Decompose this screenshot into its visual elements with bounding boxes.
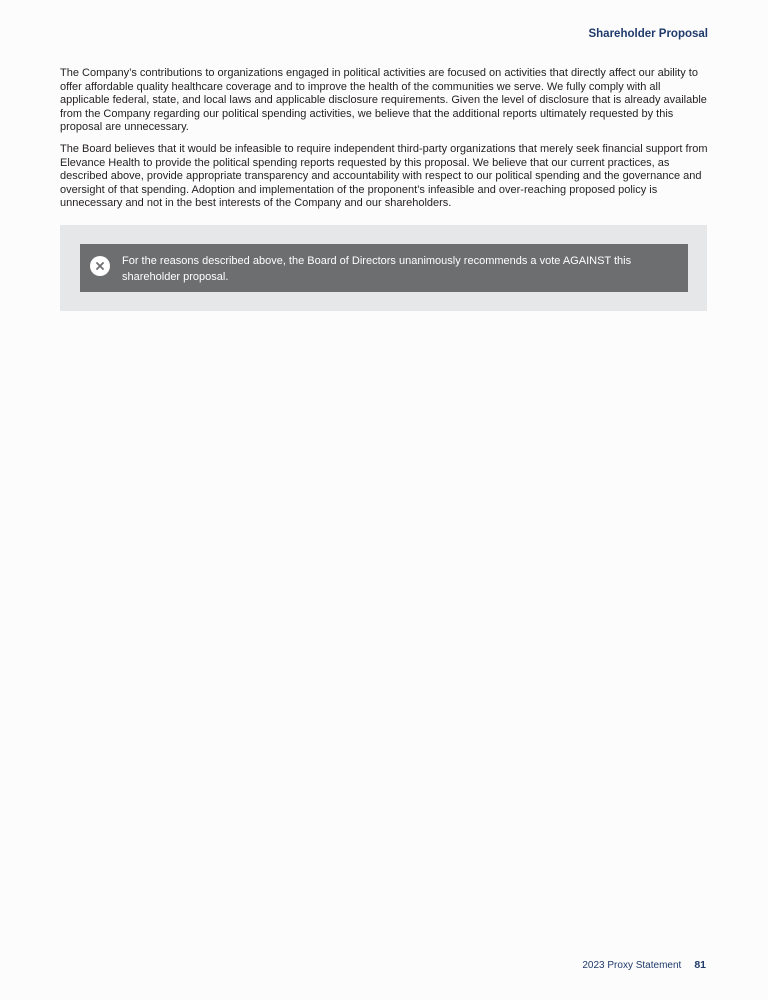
- recommendation-text: For the reasons described above, the Board of Directors unanimously recommends a vote AGAINST this shareholder proposal.: [122, 255, 632, 283]
- body-text: [60, 67, 710, 219]
- recommendation-callout: [60, 225, 707, 311]
- recommendation-bar: [80, 244, 688, 292]
- page-number: 81: [694, 959, 706, 971]
- x-glyph: [96, 262, 104, 270]
- section-title: Shareholder Proposal: [588, 28, 708, 40]
- page-footer: [582, 959, 706, 971]
- paragraph: The Board believes that it would be infeasible to require independent third-party organizations that merely seek financial support from Elevance Health to provide the political spending reports requested by this proposal. We believe that our current practices, as described above, provide appropriate transparency and accountability with respect to our political spending and the governance and oversight of that spending. Adoption and implementation of the proponent’s infeasible and over-reaching proposed policy is unnecessary and not in the best interests of the Company and our shareholders.: [60, 142, 708, 210]
- close-x-icon: [90, 256, 110, 276]
- document-title: 2023 Proxy Statement: [582, 960, 682, 971]
- paragraph: The Company’s contributions to organizations engaged in political activities are focused on activities that directly affect our ability to offer affordable quality healthcare coverage and to improve the health of the communities we serve. We fully comply with all applicable federal, state, and local laws and applicable disclosure requirements. Given the level of disclosure that is already available from the Company regarding our political spending activities, we believe that the additional reports ultimately requested by this proposal are unnecessary.: [60, 67, 707, 134]
